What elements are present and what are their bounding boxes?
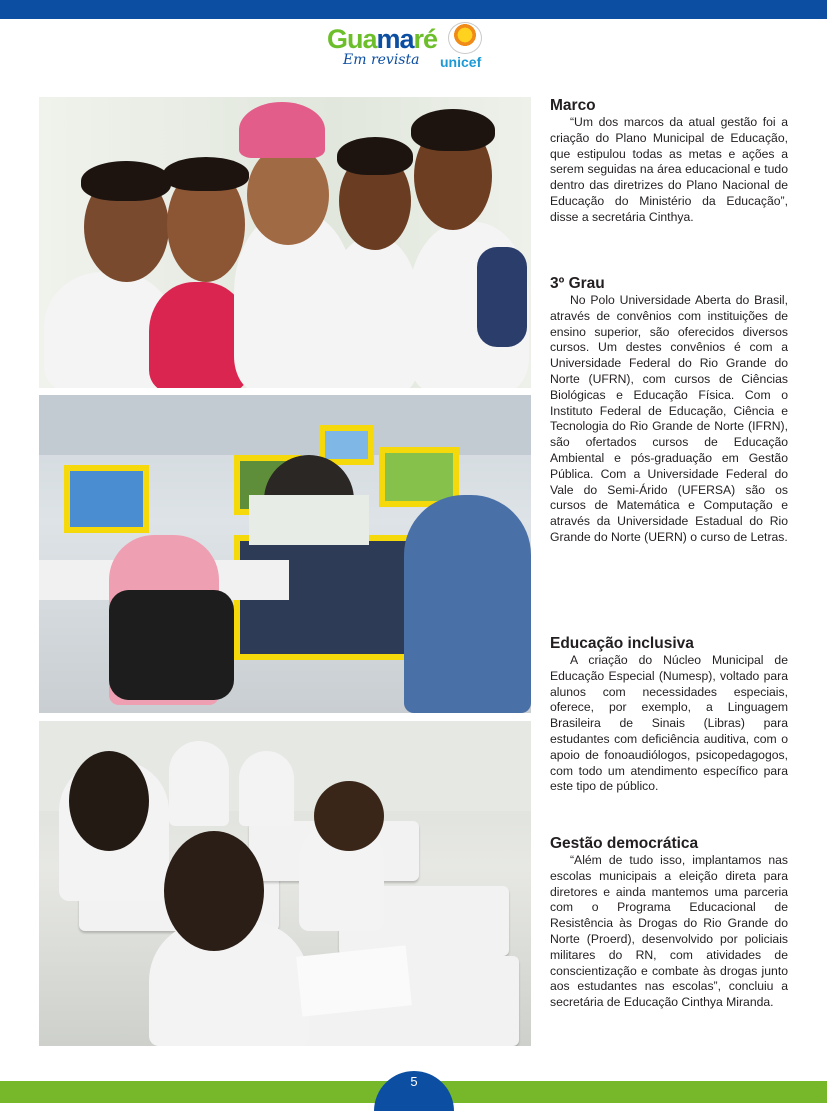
logo-wordmark: Guamaré	[327, 24, 438, 54]
section-body: “Um dos marcos da atual gestão foi a criação do Plano Municipal de Educação, que estipulou todas as metas e ações a serem seguidas na área educacional e tudo dentro das diretrizes do Plano Nacional de Educação do Ministério da Educação”, disse a secretária Cinthya.	[550, 115, 788, 224]
computer-lab-photo	[39, 395, 531, 713]
section-heading: Educação inclusiva	[550, 635, 694, 652]
guamare-em-revista-logo	[327, 24, 438, 68]
section-educacao-inclusiva	[550, 634, 788, 795]
section-heading: Gestão democrática	[550, 835, 699, 852]
unicef-wordmark: unicef	[440, 54, 482, 70]
logo-tagline: Em revista	[343, 52, 420, 68]
section-marco	[550, 96, 788, 226]
page-number: 5	[410, 1074, 418, 1089]
section-body: “Além de tudo isso, implantamos nas escolas municipais a eleição direta para diretores e ainda mantemos uma parceria com o Programa Educacional de Resistência às Drogas do Rio Grande do Norte (Proerd), desenvolvido por policiais militares do RN, com atividades de conscientização e combate às drogas junto aos estudantes nas escolas”, concluiu a secretária de Educação Cinthya Miranda.	[550, 853, 788, 1010]
top-color-bar	[0, 0, 827, 19]
section-heading: Marco	[550, 97, 596, 114]
section-terceiro-grau	[550, 274, 788, 546]
section-body: No Polo Universidade Aberta do Brasil, através de convênios com instituições de ensino superior, são oferecidos diversos cursos. Um destes convênios é com a Universidade Federal do Rio Grande do Norte (UFRN), com cursos de Ciências Biológicas e Educação Física. Com o Instituto Federal de Educação, Ciência e Tecnologia do Rio Grande de Norte (IFRN), são ofertados cursos de Educação Ambiental e pós-graduação em Gestão Pública. Com a Universidade Federal do Vale do Semi-Árido (UFERSA) são os cursos de Matemática e Computação e através da Universidade Estadual do Rio Grande do Norte (UERN) o curso de Letras.	[550, 293, 788, 544]
students-and-adult-smiling-photo	[39, 97, 531, 388]
classroom-students-writing-photo	[39, 721, 531, 1046]
section-gestao-democratica	[550, 834, 788, 1011]
section-heading: 3º Grau	[550, 275, 605, 292]
sun-badge-icon	[448, 22, 482, 54]
unicef-municipio-aprovado-logo	[438, 22, 490, 74]
section-body: A criação do Núcleo Municipal de Educação Especial (Numesp), voltado para alunos com necessidades especiais, oferece, por exemplo, a Linguagem Brasileira de Sinais (Libras) para estudantes com deficiência auditiva, com o apoio de fonoaudiólogos, psicopedagogos, com todo um atendimento específico para este tipo de público.	[550, 653, 788, 794]
